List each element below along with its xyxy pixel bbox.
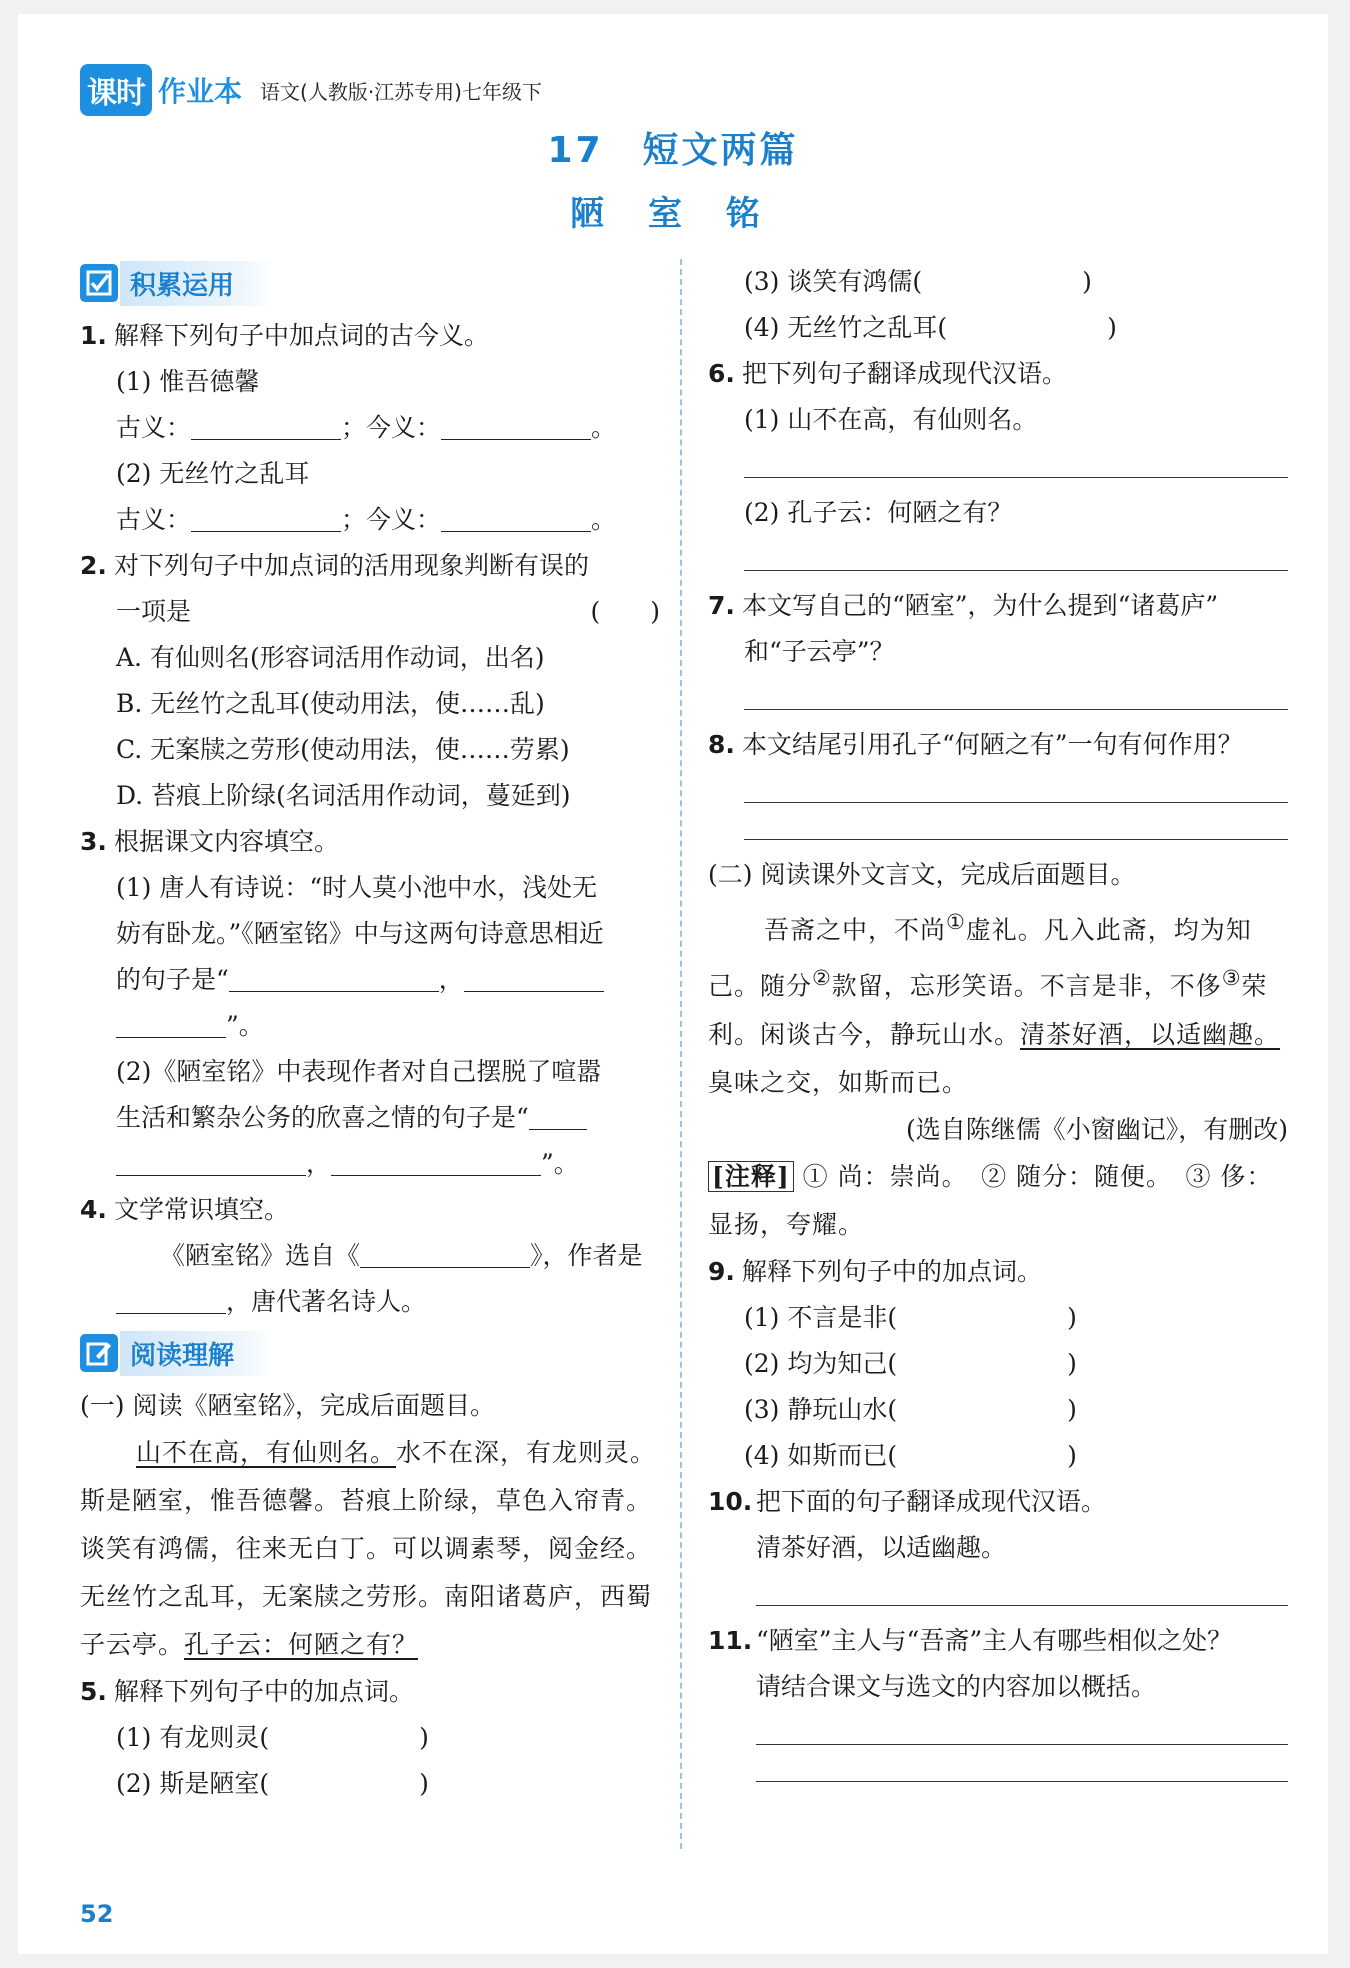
left-column [80, 259, 660, 1807]
section-label: 阅读理解 [120, 1331, 274, 1376]
answer-line[interactable] [756, 1757, 1288, 1782]
q3-part1-line4: ”。 [80, 1003, 660, 1049]
answer-line[interactable] [744, 815, 1288, 840]
q1-item-1: (1) 惟吾德馨 [116, 367, 260, 396]
section-header-accumulate [80, 259, 660, 307]
logo-text: 作业本 [158, 75, 243, 108]
q3-part1-line2: 妨有卧龙。”《陋室铭》中与这两句诗意思相近 [116, 919, 604, 948]
workbook-page [18, 14, 1328, 1954]
answer-line[interactable] [744, 453, 1288, 478]
answer-line[interactable] [744, 778, 1288, 803]
logo [80, 64, 242, 116]
question-7: 7. 本文写自己的“陋室”，为什么提到“诸葛庐” [708, 591, 1219, 620]
question-8: 8. 本文结尾引用孔子“何陋之有”一句有何作用？ [708, 730, 1243, 759]
q6-item-2: (2) 孔子云：何陋之有？ [744, 498, 1013, 527]
option-a: A. 有仙则名(形容词活用作动词，出名) [116, 643, 545, 672]
option-b: B. 无丝竹之乱耳(使动用法，使……乱) [116, 689, 545, 718]
q5-item-1: (1) 有龙则灵( ) [116, 1723, 429, 1752]
page-header [80, 64, 542, 116]
q9-item-1: (1) 不言是非( ) [744, 1302, 1077, 1332]
question-4: 4. 文学常识填空。 [80, 1195, 290, 1224]
q4-line-2: ，唐代著名诗人。 [80, 1279, 660, 1325]
question-11: 11. “陋室”主人与“吾斋”主人有哪些相似之处？ [708, 1625, 1233, 1655]
option-d: D. 苔痕上阶绿(名词活用作动词，蔓延到) [116, 781, 571, 810]
answer-blank[interactable] [464, 963, 604, 992]
q9-item-3: (3) 静玩山水( ) [744, 1394, 1077, 1424]
question-2: 2. 对下列句子中加点词的活用现象判断有误的 [80, 551, 590, 580]
q5-item-3: (3) 谈笑有鸿儒( ) [744, 267, 1092, 296]
answer-blank[interactable] [360, 1239, 530, 1268]
section-label: 积累运用 [120, 261, 274, 306]
answer-line[interactable] [744, 546, 1288, 571]
option-c: C. 无案牍之劳形(使动用法，使……劳累) [116, 735, 570, 764]
section-header-reading [80, 1329, 660, 1377]
question-5: 5. 解释下列句子中的加点词。 [80, 1677, 415, 1706]
answer-blank[interactable] [441, 503, 591, 532]
answer-blank[interactable] [229, 963, 439, 992]
q3-part1-line3: 的句子是“ ， [80, 957, 660, 1003]
answer-blank[interactable] [529, 1101, 587, 1130]
answer-blank[interactable] [116, 1009, 226, 1038]
answer-paren[interactable]: ( ) [590, 597, 660, 626]
q3-part1-line1: (1) 唐人有诗说：“时人莫小池中水，浅处无 [116, 873, 598, 902]
q3-part2-line1: (2)《陋室铭》中表现作者对自己摆脱了喧嚣 [116, 1057, 602, 1086]
pencil-icon [80, 1334, 118, 1372]
q10-sentence: 清茶好酒，以适幽趣。 [756, 1532, 1007, 1562]
book-subtitle: 语文(人教版·江苏专用)七年级下 [260, 79, 542, 104]
q5-item-2: (2) 斯是陋室( ) [116, 1769, 429, 1798]
answer-line[interactable] [756, 1720, 1288, 1745]
q6-item-1: (1) 山不在高，有仙则名。 [744, 405, 1038, 434]
question-10: 10. 把下面的句子翻译成现代汉语。 [708, 1486, 1107, 1516]
q9-item-4: (4) 如斯而已( ) [744, 1440, 1077, 1470]
q1-item-2: (2) 无丝竹之乱耳 [116, 459, 310, 488]
q1-answer-row-1: 古义： ；今义： 。 [116, 413, 617, 442]
reading-1-intro: (一) 阅读《陋室铭》，完成后面题目。 [80, 1391, 495, 1420]
question-6: 6. 把下列句子翻译成现代汉语。 [708, 359, 1068, 388]
answer-blank[interactable] [191, 503, 341, 532]
notes: [注释] ① 尚：崇尚。 ② 随分：随便。 ③ 侈：显扬，夸耀。 [708, 1161, 1273, 1239]
logo-box: 课时 [80, 64, 152, 116]
question-3: 3. 根据课文内容填空。 [80, 827, 340, 856]
question-1: 1. 解释下列句子中加点词的古今义。 [80, 321, 490, 350]
q4-line-1: 《陋室铭》选自《 》，作者是 [160, 1241, 643, 1270]
q2-line-2: 一项是 ( ) [80, 589, 660, 635]
reading-1-passage: 山不在高，有仙则名。水不在深，有龙则灵。斯是陋室，惟吾德馨。苔痕上阶绿，草色入帘青。谈笑有鸿儒，往来无白丁。可以调素琴，阅金经。无丝竹之乱耳，无案牍之劳形。南阳诸葛庐，西蜀子云亭。孔子云：何陋之有？ [80, 1438, 657, 1659]
answer-line[interactable] [756, 1581, 1288, 1606]
reading-2-intro: (二) 阅读课外文言文，完成后面题目。 [708, 860, 1136, 889]
q11-line-2: 请结合课文与选文的内容加以概括。 [756, 1671, 1157, 1701]
answer-line[interactable] [744, 685, 1288, 710]
q3-part2-line3: ， ”。 [80, 1141, 660, 1187]
page-number: 52 [80, 1900, 114, 1928]
question-9: 9. 解释下列句子中的加点词。 [708, 1256, 1043, 1286]
lesson-title: 17 短文两篇 [547, 130, 799, 171]
answer-blank[interactable] [441, 411, 591, 440]
q5-item-4: (4) 无丝竹之乱耳( ) [744, 313, 1117, 342]
q1-answer-row-2: 古义： ；今义： 。 [116, 505, 617, 534]
passage-source: (选自陈继儒《小窗幽记》，有删改) [905, 1114, 1288, 1144]
text-title: 陋 室 铭 [570, 194, 776, 234]
q9-item-2: (2) 均为知己( ) [744, 1348, 1077, 1378]
answer-blank[interactable] [331, 1147, 541, 1176]
column-divider [680, 259, 682, 1849]
answer-blank[interactable] [191, 411, 341, 440]
checkbox-icon [80, 264, 118, 302]
answer-blank[interactable] [116, 1147, 306, 1176]
reading-2-passage: 吾斋之中，不尚①虚礼。凡入此斋，均为知己。随分②款留，忘形笑语。不言是非，不侈③荣利。闲谈古今，静玩山水。清茶好酒，以适幽趣。臭味之交，如斯而已。 [708, 910, 1281, 1097]
right-column [708, 259, 1288, 1794]
q7-line-2: 和“子云亭”？ [744, 637, 895, 666]
answer-blank[interactable] [116, 1285, 226, 1314]
q3-part2-line2: 生活和繁杂公务的欣喜之情的句子是“ [80, 1095, 660, 1141]
